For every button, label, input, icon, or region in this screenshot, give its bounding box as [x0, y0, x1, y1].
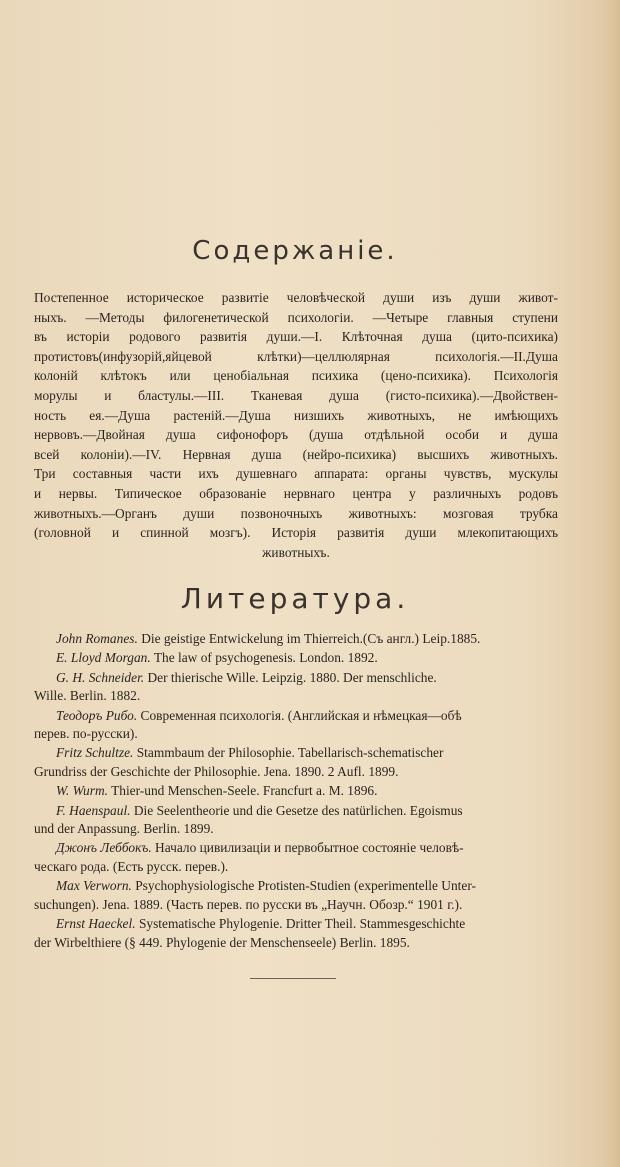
entry-author: F. Haenspaul. — [56, 802, 131, 818]
entry-text: Die geistige Entwickelung im Thierreich.(Съ англ.) Leip.1885. — [141, 631, 481, 646]
literature-entry — [34, 630, 558, 648]
section-rule — [250, 978, 336, 979]
entry-text: Der thierische Wille. Leipzig. 1880. Der menschliche. — [147, 669, 437, 685]
literature-entry — [34, 649, 558, 667]
summary-line: животныхъ. — [262, 544, 330, 560]
literature-entry — [34, 877, 558, 914]
summary-line: Постепенное историческое развитіе человѣческой души изъ души живот- — [34, 290, 558, 305]
summary-line: протистовъ(инфузорій,яйцевой клѣтки)—целлюлярная психологія.—II.Душа — [34, 348, 558, 364]
entry-author: G. H. Schneider. — [56, 669, 145, 685]
entry-author: Fritz Schultze. — [56, 745, 134, 761]
literature-entry — [34, 707, 558, 744]
literature-list — [34, 630, 558, 953]
summary-line: и нервы. Типическое образованіе нервнаго центра у различныхъ родовъ — [34, 485, 558, 501]
summary-line: нервовъ.—Двойная душа сифонофоръ (душа отдѣльной особи и душа — [34, 427, 558, 443]
entry-author: Max Verworn. — [56, 878, 132, 894]
literature-entry — [34, 782, 558, 800]
entry-text: und der Anpassung. Berlin. 1899. — [34, 821, 214, 837]
entry-text: Psychophysiologische Protisten-Studien (experimentelle Unter- — [135, 878, 476, 894]
entry-author: E. Lloyd Morgan. — [56, 650, 151, 666]
contents-heading: Содержаніе. — [192, 236, 398, 266]
literature-heading: Литература. — [180, 582, 410, 615]
entry-text: Wille. Berlin. 1882. — [34, 688, 141, 704]
entry-text: ческаго рода. (Есть русск. перев.). — [34, 858, 229, 874]
entry-text: Thier-und Menschen-Seele. Francfurt a. M. 1896. — [111, 783, 378, 799]
summary-line: въ исторіи родового развитія души.—I. Клѣточная душа (цито-психика) — [34, 329, 558, 345]
entry-text: der Wirbelthiere (§ 449. Phylogenie der Menschenseele) Berlin. 1895. — [34, 934, 410, 950]
entry-text: перев. по-русски). — [34, 726, 138, 742]
entry-author: Ernst Haeckel. — [56, 916, 136, 932]
entry-text: Systematische Phylogenie. Dritter Theil. Stammesgeschichte — [138, 916, 466, 932]
summary-line: ность ея.—Душа растеній.—Душа низшихъ животныхъ, не имѣющихъ — [34, 407, 558, 423]
entry-text: Die Seelentheorie und die Gesetze des natürlichen. Egoismus — [133, 802, 463, 818]
summary-line: Три составныя части ихъ душевнаго аппарата: органы чувствъ, мускулы — [34, 466, 558, 482]
literature-entry — [34, 744, 558, 781]
literature-entry — [34, 915, 558, 952]
entry-text: The law of psychogenesis. London. 1892. — [153, 650, 378, 666]
summary-line: всей колоніи).—IV. Нервная душа (нейро-психика) высшихъ животныхъ. — [34, 446, 558, 462]
entry-text: Stammbaum der Philosophie. Tabellarisch-schematischer — [136, 745, 444, 761]
entry-text: Начало цивилизаціи и первобытное состояніе человѣ- — [155, 840, 464, 856]
entry-author: W. Wurm. — [56, 783, 108, 799]
literature-entry — [34, 802, 558, 839]
summary-line: колоній клѣтокъ или ценобіальная психика (цено-психика). Психологія — [34, 368, 558, 384]
entry-text: Grundriss der Geschichte der Philosophie. Jena. 1890. 2 Aufl. 1899. — [34, 763, 399, 779]
literature-entry — [34, 839, 558, 876]
entry-author: John Romanes. — [56, 631, 138, 646]
entry-author: Теодоръ Рибо. — [56, 707, 138, 723]
summary-line: (головной и спинной мозгъ). Исторія развитія души млекопитающихъ — [34, 525, 558, 541]
summary-line: ныхъ. —Методы филогенетической психологіи. —Четыре главныя ступени — [34, 309, 558, 325]
entry-text: Современная психологія. (Английская и нѣмецкая—обѣ — [140, 707, 462, 723]
literature-entry — [34, 669, 558, 706]
summary-line: животныхъ.—Органъ души позвоночныхъ животныхъ: мозговая трубка — [34, 505, 558, 521]
entry-author: Джонъ Леббокъ. — [56, 840, 152, 856]
summary-line: морулы и бластулы.—III. Тканевая душа (гисто-психика).—Двойствен- — [34, 387, 558, 403]
contents-summary — [34, 288, 558, 562]
entry-text: suchungen). Jena. 1889. (Часть перев. по русски въ „Научн. Обозр.“ 1901 г.). — [34, 896, 463, 912]
